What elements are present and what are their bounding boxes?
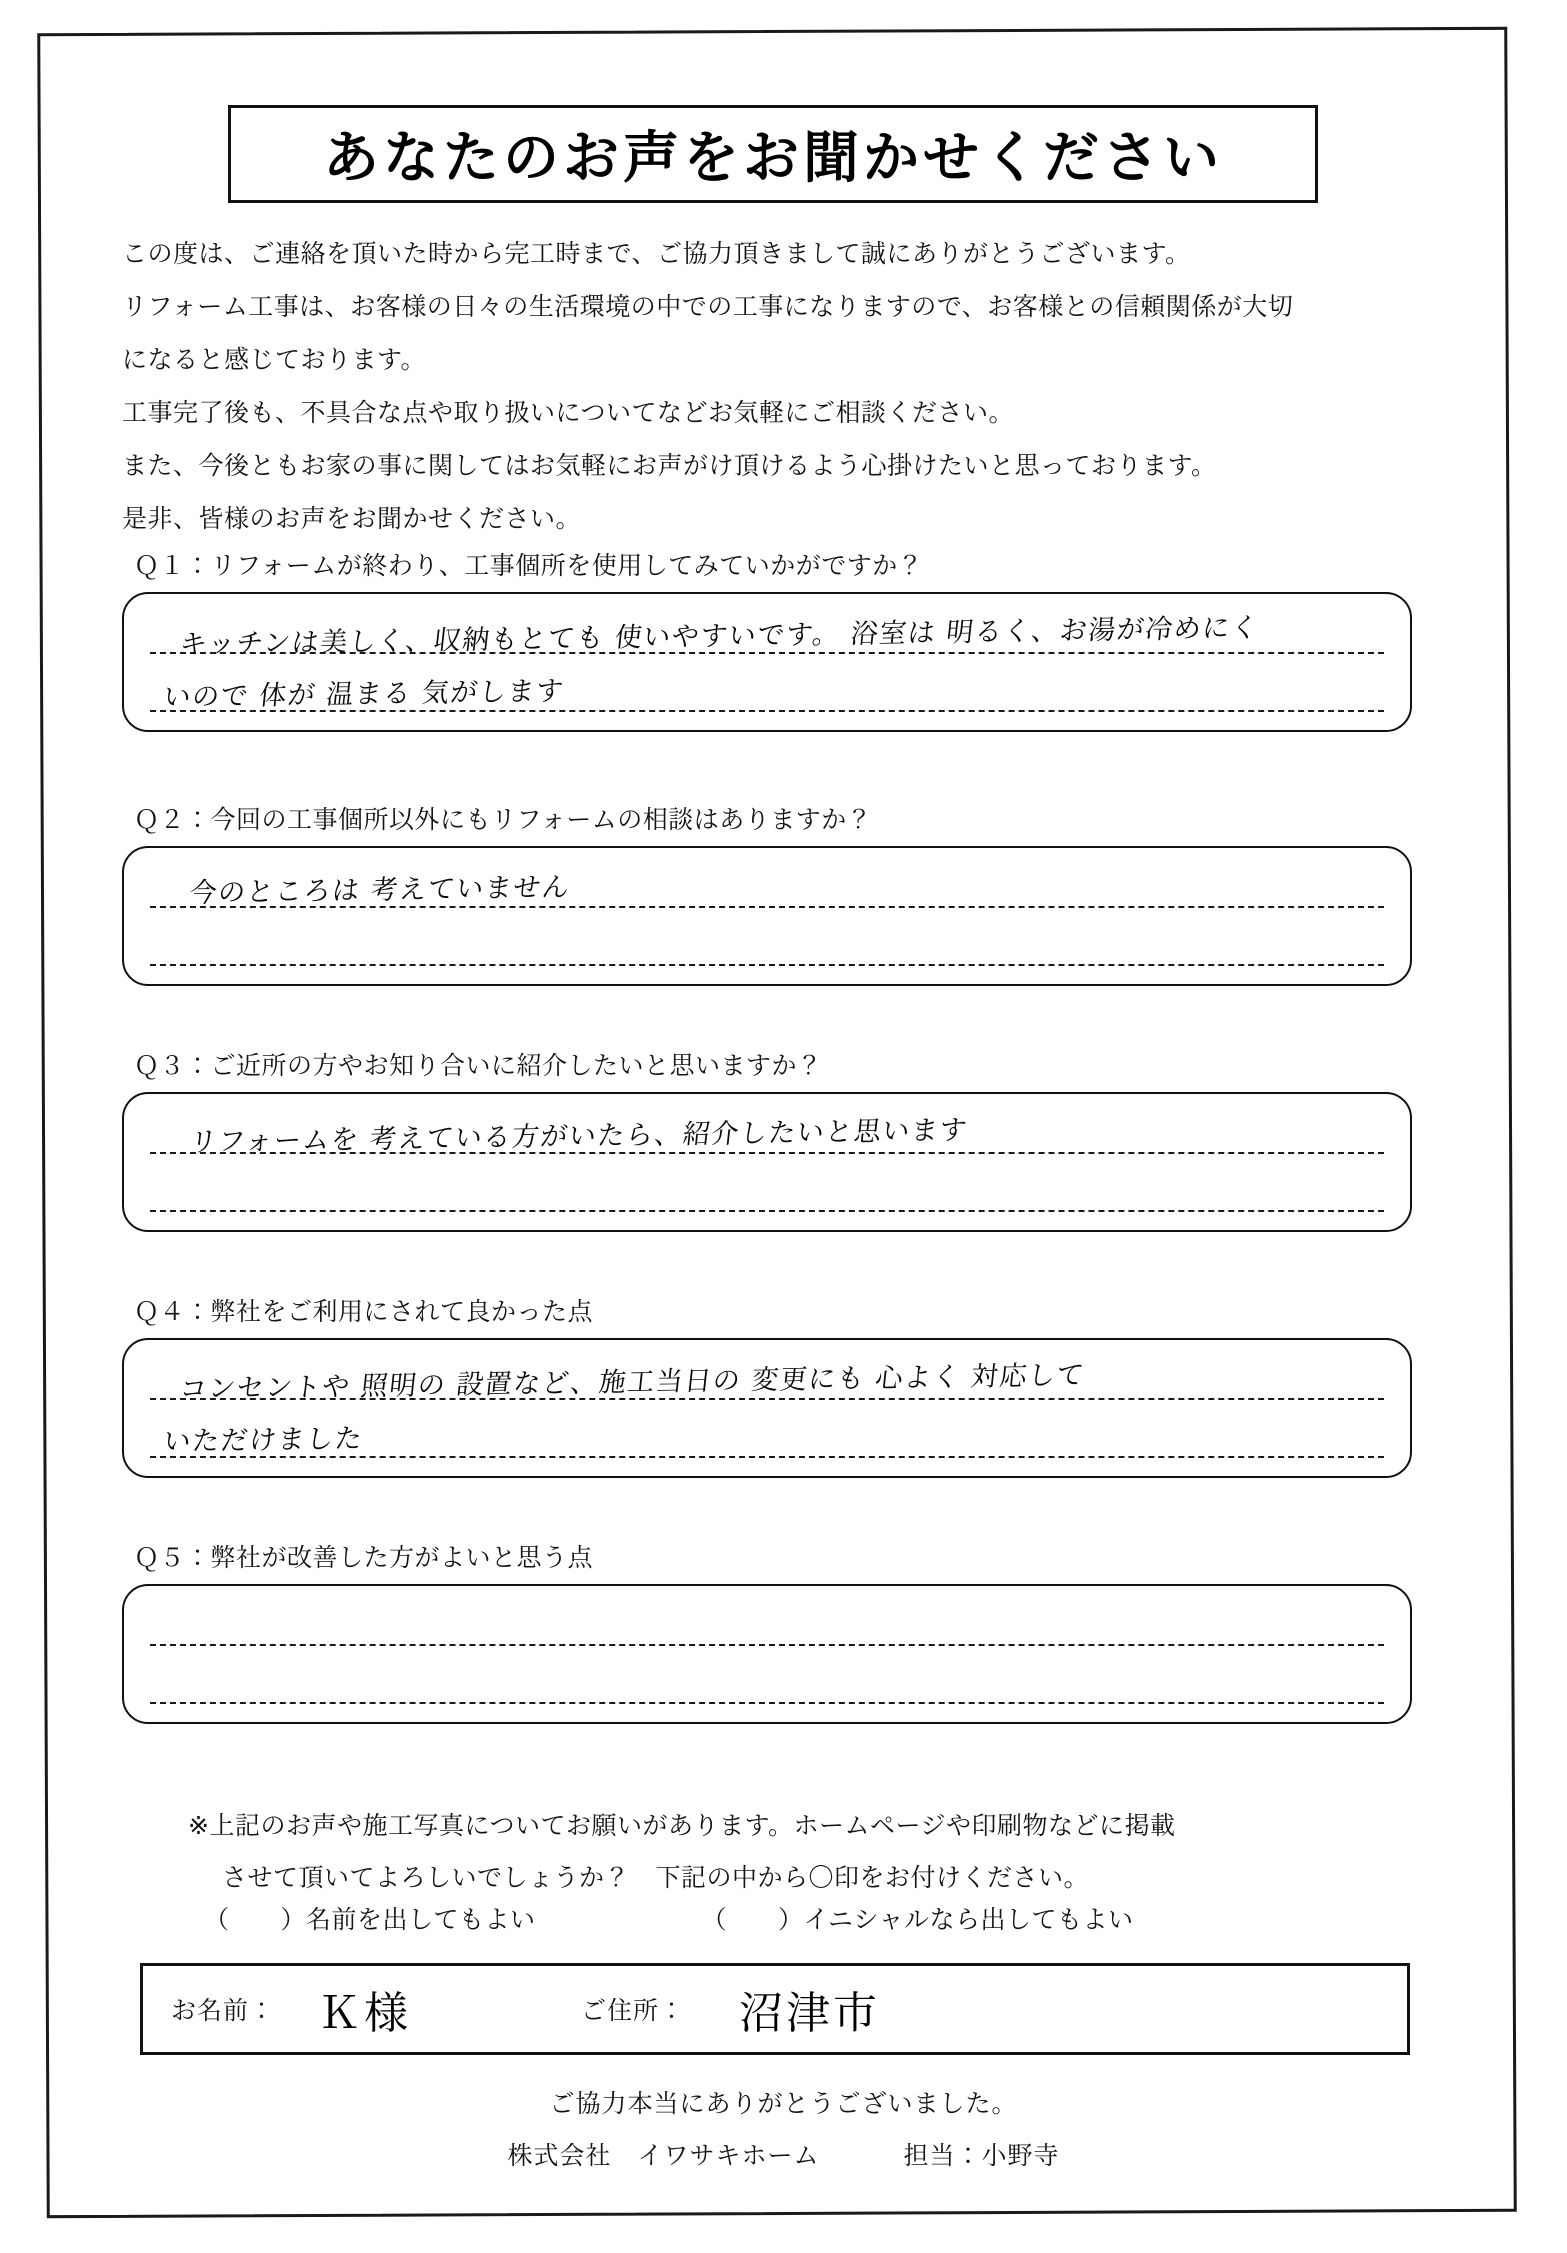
customer-address-label: ご住所： [581,1997,686,2025]
page-title: あなたのお声をお聞かせください [323,125,1223,191]
intro-line-6: 是非、皆様のお声をお聞かせください。 [122,505,582,533]
answer-rule [150,1456,1384,1458]
answer-box-q4[interactable] [122,1338,1412,1478]
customer-address-value: 沼津市 [739,1989,881,2038]
handwritten-answer-q1-line1: キッチンは美しく、収納もとても 使いやすいです。 浴室は 明るく、お湯が冷めにく [178,612,1261,661]
customer-name-label: お名前： [171,1997,276,2025]
intro-line-2: リフォーム工事は、お客様の日々の生活環境の中での工事になりますので、お客様との信頼関係が大切 [122,293,1294,321]
answer-box-q2[interactable] [122,846,1412,986]
question-label-q4: Ｑ４：弊社をご利用にされて良かった点 [134,1298,594,1326]
intro-line-1: この度は、ご連絡を頂いた時から完工時まで、ご協力頂きまして誠にありがとうございます。 [122,240,1191,268]
handwritten-answer-q4-line2: いただけました [162,1423,365,1458]
answer-rule [150,1702,1384,1704]
footer-thanks: ご協力本当にありがとうございました。 [549,2090,1018,2118]
customer-name-value: Ｋ様 [317,1989,412,2038]
page-title-box [228,105,1318,203]
page-footer [0,2078,1567,2182]
question-label-q2: Ｑ２：今回の工事個所以外にもリフォームの相談はありますか？ [134,806,873,834]
answer-box-q1[interactable] [122,592,1412,732]
footer-staff-name: 担当：小野寺 [903,2142,1060,2170]
consent-notice [188,1800,1438,1904]
answer-rule [150,1644,1384,1646]
handwritten-answer-q4-line1: コンセントや 照明の 設置など、施工当日の 変更にも 心よく 対応して [178,1359,1087,1406]
intro-line-5: また、今後ともお家の事に関してはお気軽にお声がけ頂けるよう心掛けたいと思っております。 [122,452,1217,480]
handwritten-answer-q2-line1: 今のところは 考えていません [188,871,572,910]
customer-info-bar [140,1963,1410,2055]
footer-company-name: 株式会社 イワサキホーム [507,2142,820,2170]
answer-box-q5[interactable] [122,1584,1412,1724]
intro-line-3: になると感じております。 [122,346,427,374]
answer-rule [150,964,1384,966]
intro-line-4: 工事完了後も、不具合な点や取り扱いについてなどお気軽にご相談ください。 [122,399,1015,427]
question-block-q3 [122,1046,1412,1232]
question-label-q1: Ｑ１：リフォームが終わり、工事個所を使用してみていかがですか？ [134,552,924,580]
question-block-q1 [122,546,1412,732]
consent-notice-line-2: させて頂いてよろしいでしょうか？ 下記の中から〇印をお付けください。 [222,1864,1090,1892]
consent-option-initials[interactable]: （ ）イニシャルなら出してもよい [701,1906,1134,1934]
question-block-q5 [122,1538,1412,1724]
question-block-q4 [122,1292,1412,1478]
handwritten-answer-q3-line1: リフォームを 考えている方がいたら、紹介したいと思います [188,1114,970,1159]
question-label-q3: Ｑ３：ご近所の方やお知り合いに紹介したいと思いますか？ [134,1052,823,1080]
consent-option-full-name[interactable]: （ ）名前を出してもよい [204,1906,536,1934]
answer-box-q3[interactable] [122,1092,1412,1232]
answer-rule [150,1210,1384,1212]
footer-signature [0,2130,1567,2182]
handwritten-answer-q1-line2: いので 体が 温まる 気がします [162,675,567,714]
question-block-q2 [122,800,1412,986]
consent-options [188,1900,1438,1936]
consent-notice-line-1: ※上記のお声や施工写真についてお願いがあります。ホームページや印刷物などに掲載 [188,1812,1176,1840]
question-label-q5: Ｑ５：弊社が改善した方がよいと思う点 [134,1544,594,1572]
intro-paragraph [122,228,1452,546]
